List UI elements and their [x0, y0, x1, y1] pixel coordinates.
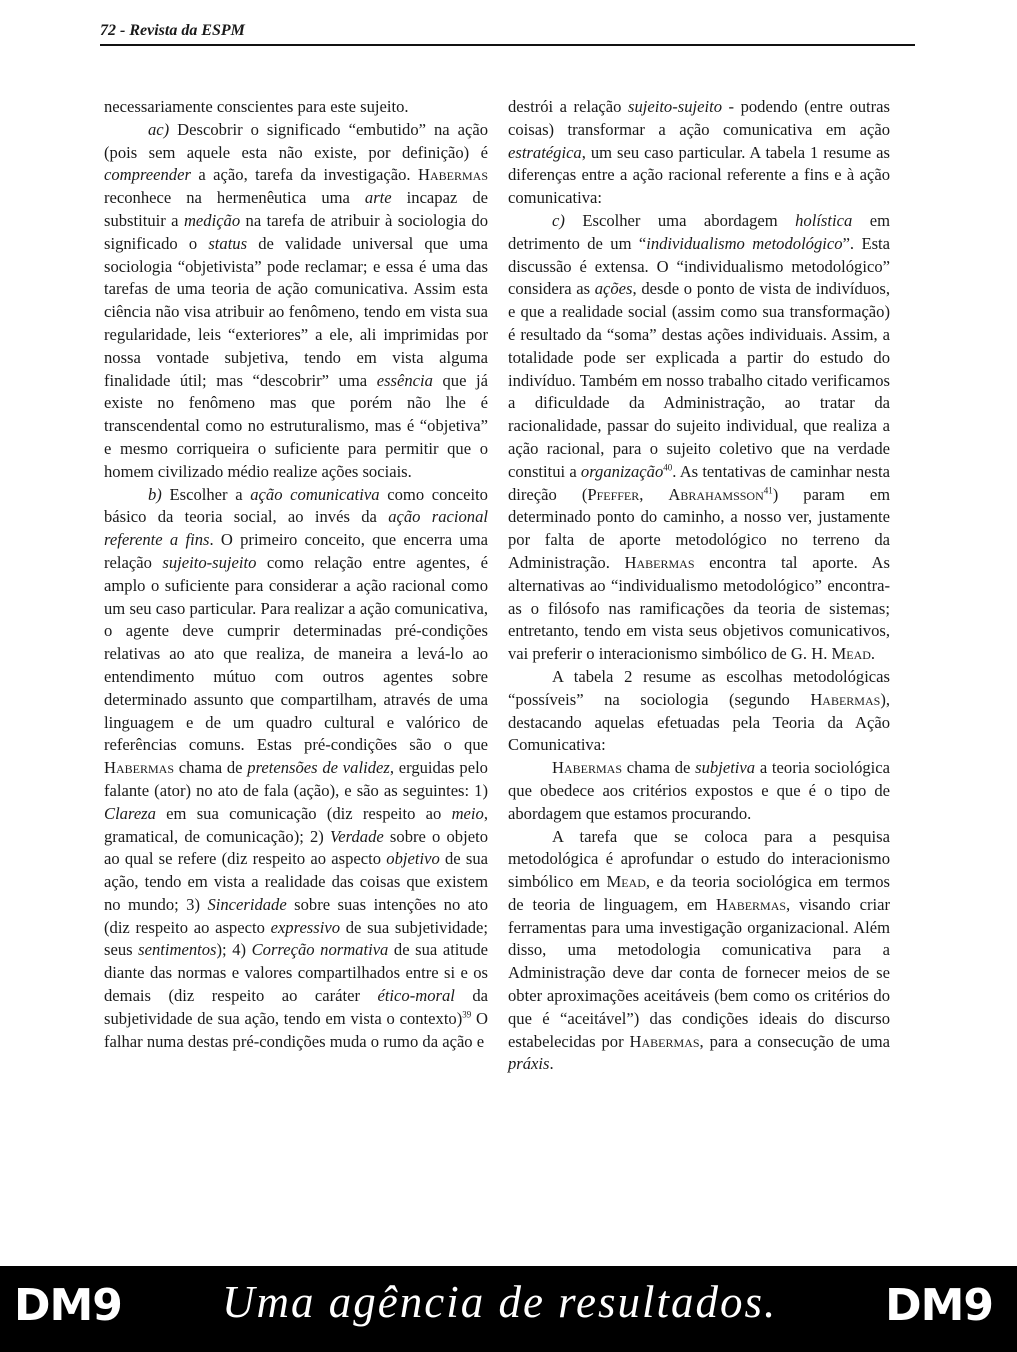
text-run: Habermas: [418, 165, 488, 185]
ad-slogan: Uma agência de resultados.: [222, 1277, 778, 1327]
text-run: , erguidas pelo falante (ator) no ato de fala (ação), e são as seguintes: 1): [104, 758, 488, 800]
text-run: Habermas: [104, 758, 174, 778]
text-run: O falhar numa destas pré-condições muda o rumo da ação e: [104, 1008, 488, 1051]
text-run: c): [552, 210, 565, 230]
text-run: . As tentativas de caminhar nesta direção (: [508, 461, 890, 504]
text-run: compreender: [104, 165, 191, 185]
text-run: sentimentos: [138, 940, 217, 960]
text-run: subjetiva: [695, 758, 756, 778]
text-run: chama de: [174, 758, 248, 778]
text-run: Verdade: [330, 826, 384, 846]
text-run: .: [549, 1054, 554, 1074]
text-run: em sua comunicação (diz respeito ao: [155, 803, 452, 823]
text-run: Pfeffer: [587, 484, 640, 504]
text-run: - podendo (entre outras coisas) transformar a ação comunicativa em ação: [508, 97, 890, 139]
text-run: A tabela 2 resume as escolhas metodológicas “possíveis” na sociologia (segundo: [508, 666, 890, 709]
footnote-ref: 39: [462, 1009, 472, 1020]
text-run: pretensões de validez: [247, 758, 390, 778]
text-run: ac): [148, 119, 170, 139]
text-run: Clareza: [104, 803, 156, 823]
text-run: . O primeiro conceito, que encerra uma relação: [104, 530, 489, 572]
text-run: práxis: [508, 1054, 550, 1074]
text-run: status: [208, 233, 248, 253]
text-run: que já existe no fenômeno mas que porém não lhe é transcendental como no estruturalismo, mas é “objetiva” e mesmo corriqueira o suficiente para permitir que o homem civilizado médio realize ações sociais.: [104, 370, 488, 481]
text-run: destrói a relação: [508, 97, 628, 116]
dm9-logo-right: DM9: [885, 1280, 993, 1331]
text-run: b): [148, 484, 162, 504]
text-run: ”. Esta discussão é extensa. O “individualismo metodológico” considera as: [508, 233, 891, 299]
text-run: sobre o objeto ao qual se refere (diz respeito ao aspecto: [104, 826, 488, 869]
text-run: medição: [183, 210, 241, 230]
text-run: expressivo: [270, 917, 340, 937]
text-run: ) param em determinado ponto do caminho, a nosso ver, justamente por falta de aporte metodológico no terreno da Administração.: [508, 484, 890, 572]
text-run: de sua subjetividade; seus: [104, 917, 488, 960]
text-run: Habermas: [629, 1031, 700, 1051]
paragraph: [508, 757, 890, 825]
text-run: objetivo: [386, 849, 440, 869]
text-run: Escolher a: [161, 484, 251, 504]
text-run: na tarefa de atribuir à sociologia do significado o: [104, 210, 488, 253]
text-run: Habermas: [716, 894, 787, 914]
text-run: A tarefa que se coloca para a pesquisa metodológica é aprofundar o estudo do interacionismo simbólico em: [508, 826, 890, 892]
footnote-ref: 40: [663, 462, 673, 473]
paragraph: [104, 119, 488, 484]
text-run: de validade universal que uma sociologia “objetivista” pode reclamar; e essa é uma das tarefas de uma teoria de ação comunicativa. Assim esta ciência não visa atribuir ao fenômeno, tendo em vista sua regularidade, leis “exteriores” a ele, ali imprimidas por nossa vontade subjetiva, tendo em vista alguma finalidade útil; mas “descobrir” uma: [104, 233, 489, 390]
text-run: sujeito-sujeito: [162, 552, 257, 572]
right-column: [508, 96, 890, 1076]
text-run: Descobrir o significado “embutido” na ação (pois sem aquele esta não existe, por definição) é: [104, 119, 488, 162]
paragraph: [508, 666, 890, 757]
text-run: organização: [580, 461, 664, 481]
text-run: da subjetividade de sua ação, tendo em vista o contexto): [104, 986, 489, 1028]
text-run: encontra tal aporte. As alternativas ao “individualismo metodológico” encontra-as o filósofo nas ramificações da teoria de sistemas; entretanto, tendo em vista seus objetivos comunicativos, vai preferir o interacionismo simbólico de G. H.: [508, 552, 891, 664]
text-run: holística: [795, 210, 853, 230]
dm9-logo-left: DM9: [14, 1280, 122, 1331]
text-run: essência: [376, 370, 433, 390]
text-run: ,: [639, 484, 669, 504]
text-run: Mead: [831, 644, 871, 664]
text-run: ), destacando aquelas efetuadas pela Teoria da Ação Comunicativa:: [508, 689, 890, 755]
paragraph: [104, 96, 488, 119]
text-run: reconhece na hermenêutica uma: [104, 188, 365, 208]
paragraph: [508, 96, 890, 210]
text-run: Sinceridade: [207, 894, 287, 914]
text-run: chama de: [622, 758, 696, 778]
text-run: em detrimento de um “: [508, 210, 891, 253]
left-column: [104, 96, 488, 1053]
text-run: a teoria sociológica que obedece aos critérios expostos e que é o tipo de abordagem que estamos procurando.: [508, 758, 890, 823]
paragraph: [104, 484, 488, 1054]
text-run: ação racional referente a fins: [104, 507, 488, 550]
text-run: a ação, tarefa da investigação.: [190, 165, 418, 185]
text-run: de sua ação, tendo em vista a realidade das coisas que existem no mundo; 3): [104, 849, 488, 914]
text-run: Mead: [606, 872, 646, 892]
text-run: incapaz de substituir a: [104, 188, 488, 230]
paragraph: [508, 210, 890, 666]
text-run: ação comunicativa: [250, 484, 380, 504]
text-run: , visando criar ferramentas para uma investigação organizacional. Além disso, uma metodologia comunicativa para a Administração deve dar conta de fornecer meios de se obter aproximações aceitáveis (bem como os critérios do que é “aceitável”) das condições ideais do discurso estabelecidas por: [508, 894, 890, 1051]
text-run: arte: [364, 188, 392, 208]
text-run: meio: [451, 803, 484, 823]
text-run: Correção normativa: [251, 940, 389, 960]
text-run: Habermas: [552, 758, 622, 778]
text-run: ); 4): [216, 940, 252, 960]
text-run: , um seu caso particular. A tabela 1 resume as diferenças entre a ação racional referente a fins e à ação comunicativa:: [508, 142, 890, 208]
text-run: , e da teoria sociológica em termos de teoria de linguagem, em: [508, 872, 890, 914]
text-run: , desde o ponto de vista de indivíduos, e que a realidade social (assim como sua transformação) é resultado da “soma” destas ações individuais. Assim, a totalidade pode ser explicada a partir do estudo do indivíduo. Também em nosso trabalho citado verificamos a dificuldade da Administração, ao tratar da racionalidade, passar do sujeito individual, que realiza a ação racional, para o sujeito coletivo que na verdade constitui a: [508, 279, 890, 481]
text-run: sujeito-sujeito: [627, 97, 723, 116]
advertisement-banner: [0, 1266, 1017, 1352]
paragraph: [508, 826, 890, 1077]
text-run: Habermas: [810, 689, 881, 709]
text-run: necessariamente conscientes para este sujeito.: [104, 97, 409, 116]
text-run: ético-moral: [377, 986, 455, 1006]
text-run: como conceito básico da teoria social, ao invés da: [104, 484, 488, 527]
footnote-ref: 41: [763, 485, 773, 496]
text-run: , gramatical, de comunicação); 2): [104, 803, 488, 846]
page-header: [100, 20, 915, 46]
text-run: de sua atitude diante das normas e valores compartilhados entre si e os demais (diz respeito ao caráter: [104, 940, 488, 1006]
text-run: sobre suas intenções no ato (diz respeito ao aspecto: [104, 894, 488, 937]
text-run: Abrahamsson: [668, 484, 764, 504]
text-run: ações: [594, 279, 633, 299]
text-run: como relação entre agentes, é amplo o suficiente para considerar a ação racional como um seu caso particular. Para realizar a ação comunicativa, o agente deve cumprir determinadas pré-condições relativas ao ato que realiza, de maneira a levá-lo ao entendimento mútuo com outros agentes sobre determinado assunto que compartilham, através de uma linguagem e de um quadro cultural e valórico de referências comuns. Estas pré-condições são o que: [104, 552, 488, 755]
text-run: , para a consecução de uma: [699, 1031, 890, 1051]
header-title: 72 - Revista da ESPM: [100, 22, 245, 39]
text-run: .: [870, 644, 876, 664]
text-run: Escolher uma abordagem: [564, 210, 796, 230]
text-run: individualismo metodológico: [646, 233, 843, 253]
text-run: estratégica: [508, 142, 582, 162]
text-run: Habermas: [624, 552, 695, 572]
